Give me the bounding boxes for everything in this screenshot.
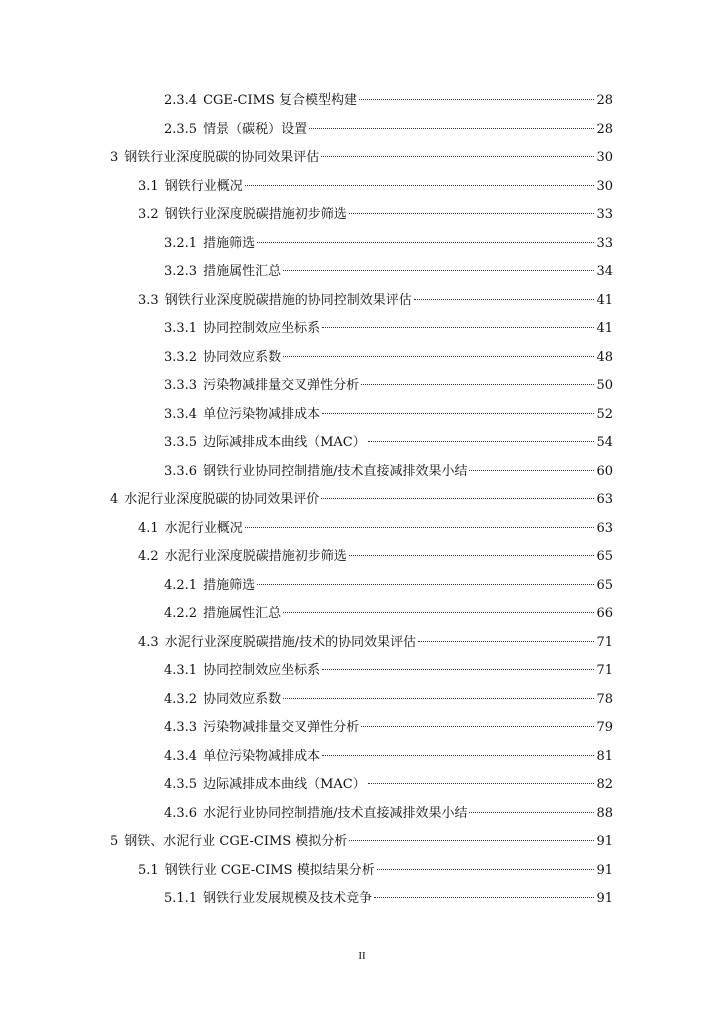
toc-entry[interactable] xyxy=(164,772,613,798)
toc-number: 4.3 xyxy=(138,634,159,650)
toc-number: 2.3.4 xyxy=(164,93,198,108)
toc-leader-dots xyxy=(283,270,594,271)
toc-entry[interactable] xyxy=(138,858,613,884)
toc-title: 单位污染物减排成本 xyxy=(203,748,321,764)
toc-number: 3 xyxy=(110,150,119,165)
toc-number: 4.3.2 xyxy=(164,691,198,707)
toc-leader-dots xyxy=(322,755,594,756)
toc-number: 4.2.1 xyxy=(164,577,198,593)
toc-entry[interactable] xyxy=(164,801,613,827)
toc-leader-dots xyxy=(414,299,595,300)
toc-entry[interactable] xyxy=(164,601,613,627)
toc-leader-dots xyxy=(368,783,595,784)
toc-title: 水泥行业深度脱碳措施初步筛选 xyxy=(164,549,347,564)
toc-page-number: 54 xyxy=(596,435,613,450)
toc-title: 水泥行业深度脱碳措施/技术的协同效果评估 xyxy=(164,634,417,650)
toc-leader-dots xyxy=(309,128,594,129)
toc-number: 5 xyxy=(110,834,119,849)
toc-entry[interactable] xyxy=(164,715,613,741)
toc-title: 钢铁、水泥行业 CGE-CIMS 模拟分析 xyxy=(124,834,348,849)
toc-entry[interactable] xyxy=(164,88,613,114)
toc-title: 钢铁行业深度脱碳措施的协同控制效果评估 xyxy=(164,292,412,308)
toc-leader-dots xyxy=(469,812,594,813)
toc-leader-dots xyxy=(349,213,595,214)
toc-leader-dots xyxy=(322,413,594,414)
toc-number: 3.3.6 xyxy=(164,463,198,479)
toc-leader-dots xyxy=(361,384,594,385)
toc-page-number: 91 xyxy=(596,891,613,906)
toc-title: 协同控制效应坐标系 xyxy=(203,663,321,678)
toc-number: 5.1.1 xyxy=(164,891,198,906)
toc-number: 3.3.2 xyxy=(164,349,198,365)
toc-leader-dots xyxy=(418,641,594,642)
toc-number: 3.3.5 xyxy=(164,435,198,450)
toc-leader-dots xyxy=(359,99,594,100)
toc-number: 4.2.2 xyxy=(164,606,198,621)
toc-number: 3.3.4 xyxy=(164,406,198,422)
toc-number: 5.1 xyxy=(138,862,159,878)
toc-page-number: 65 xyxy=(596,549,613,564)
toc-page-number: 63 xyxy=(596,520,613,536)
toc-number: 4.1 xyxy=(138,520,159,536)
toc-entry[interactable] xyxy=(138,202,613,228)
toc-title: 措施属性汇总 xyxy=(203,264,282,279)
toc-leader-dots xyxy=(377,869,595,870)
toc-leader-dots xyxy=(283,698,594,699)
toc-title: 水泥行业协同控制措施/技术直接减排效果小结 xyxy=(203,805,468,821)
toc-number: 3.2.1 xyxy=(164,235,198,251)
toc-title: 钢铁行业协同控制措施/技术直接减排效果小结 xyxy=(203,463,468,479)
toc-page-number: 63 xyxy=(596,492,613,507)
toc-leader-dots xyxy=(283,356,594,357)
toc-entry[interactable] xyxy=(110,145,613,171)
toc-entry[interactable] xyxy=(164,402,613,428)
toc-leader-dots xyxy=(321,498,594,499)
toc-title: 协同效应系数 xyxy=(203,349,282,365)
toc-entry[interactable] xyxy=(110,829,613,855)
toc-title: 钢铁行业深度脱碳的协同效果评估 xyxy=(124,150,320,165)
toc-entry[interactable] xyxy=(110,487,613,513)
toc-title: 协同控制效应坐标系 xyxy=(203,321,321,336)
toc-title: CGE-CIMS 复合模型构建 xyxy=(203,93,357,108)
toc-page-number: 34 xyxy=(596,264,613,279)
toc-number: 3.3.1 xyxy=(164,321,198,336)
toc-page-number: 65 xyxy=(596,577,613,593)
toc-page-number: 71 xyxy=(596,634,613,650)
toc-title: 协同效应系数 xyxy=(203,691,282,707)
toc-number: 3.3 xyxy=(138,292,159,308)
toc-number: 3.2 xyxy=(138,207,159,222)
page-number-footer: II xyxy=(358,950,366,962)
toc-number: 4.3.1 xyxy=(164,663,198,678)
toc-entry[interactable] xyxy=(138,630,613,656)
toc-number: 4.3.6 xyxy=(164,805,198,821)
toc-number: 3.1 xyxy=(138,178,159,194)
toc-entry[interactable] xyxy=(164,373,613,399)
toc-page-number: 79 xyxy=(596,720,613,735)
toc-page-number: 48 xyxy=(596,349,613,365)
toc-leader-dots xyxy=(322,669,594,670)
toc-title: 措施属性汇总 xyxy=(203,606,282,621)
toc-leader-dots xyxy=(368,441,595,442)
toc-leader-dots xyxy=(361,726,594,727)
toc-number: 4.3.5 xyxy=(164,777,198,792)
toc-page-number: 33 xyxy=(596,207,613,222)
toc-entry[interactable] xyxy=(138,516,613,542)
toc-entry[interactable] xyxy=(164,658,613,684)
toc-page-number: 91 xyxy=(596,862,613,878)
toc-page-number: 71 xyxy=(596,663,613,678)
toc-page-number: 50 xyxy=(596,378,613,393)
toc-title: 边际减排成本曲线（MAC） xyxy=(203,777,366,792)
toc-title: 水泥行业概况 xyxy=(164,520,243,536)
toc-page-number: 78 xyxy=(596,691,613,707)
toc-entry[interactable] xyxy=(164,744,613,770)
toc-page-number: 41 xyxy=(596,321,613,336)
toc-title: 钢铁行业深度脱碳措施初步筛选 xyxy=(164,207,347,222)
toc-number: 3.3.3 xyxy=(164,378,198,393)
toc-title: 钢铁行业 CGE-CIMS 模拟结果分析 xyxy=(164,862,375,878)
toc-entry[interactable] xyxy=(164,259,613,285)
toc-title: 边际减排成本曲线（MAC） xyxy=(203,435,366,450)
toc-number: 4.3.4 xyxy=(164,748,198,764)
toc-leader-dots xyxy=(283,612,594,613)
toc-leader-dots xyxy=(245,185,595,186)
toc-leader-dots xyxy=(321,156,594,157)
toc-leader-dots xyxy=(322,327,594,328)
toc-entry[interactable] xyxy=(164,345,613,371)
toc-title: 钢铁行业发展规模及技术竞争 xyxy=(203,891,373,906)
toc-title: 措施筛选 xyxy=(203,577,256,593)
toc-number: 4 xyxy=(110,492,119,507)
toc-page-number: 41 xyxy=(596,292,613,308)
toc-entry[interactable] xyxy=(164,316,613,342)
toc-title: 情景（碳税）设置 xyxy=(203,121,308,137)
toc-page-number: 52 xyxy=(596,406,613,422)
toc-page-number: 81 xyxy=(596,748,613,764)
toc-entry[interactable] xyxy=(164,459,613,485)
toc-page-number: 33 xyxy=(596,235,613,251)
toc-page-number: 28 xyxy=(596,121,613,137)
toc-number: 4.2 xyxy=(138,549,159,564)
toc-leader-dots xyxy=(245,527,595,528)
toc-leader-dots xyxy=(257,242,594,243)
toc-entry[interactable] xyxy=(164,231,613,257)
toc-leader-dots xyxy=(469,470,594,471)
toc-page-number: 30 xyxy=(596,150,613,165)
toc-entry[interactable] xyxy=(164,117,613,143)
toc-page-number: 28 xyxy=(596,93,613,108)
toc-page-number: 82 xyxy=(596,777,613,792)
toc-page-number: 30 xyxy=(596,178,613,194)
toc-page-number: 66 xyxy=(596,606,613,621)
toc-leader-dots xyxy=(257,584,594,585)
toc-leader-dots xyxy=(374,897,594,898)
toc-leader-dots xyxy=(349,840,594,841)
toc-title: 污染物减排量交叉弹性分析 xyxy=(203,720,360,735)
toc-number: 4.3.3 xyxy=(164,720,198,735)
toc-title: 措施筛选 xyxy=(203,235,256,251)
toc-number: 3.2.3 xyxy=(164,264,198,279)
toc-page-number: 88 xyxy=(596,805,613,821)
toc-number: 2.3.5 xyxy=(164,121,198,137)
toc-leader-dots xyxy=(349,555,595,556)
toc-entry[interactable] xyxy=(164,573,613,599)
toc-entry[interactable] xyxy=(164,687,613,713)
toc-entry[interactable] xyxy=(138,174,613,200)
toc-entry[interactable] xyxy=(164,430,613,456)
toc-entry[interactable] xyxy=(164,886,613,912)
toc-title: 钢铁行业概况 xyxy=(164,178,243,194)
toc-title: 单位污染物减排成本 xyxy=(203,406,321,422)
toc-entry[interactable] xyxy=(138,288,613,314)
toc-page-number: 91 xyxy=(596,834,613,849)
toc-page-number: 60 xyxy=(596,463,613,479)
toc-title: 水泥行业深度脱碳的协同效果评价 xyxy=(124,492,320,507)
toc-entry[interactable] xyxy=(138,544,613,570)
toc-title: 污染物减排量交叉弹性分析 xyxy=(203,378,360,393)
